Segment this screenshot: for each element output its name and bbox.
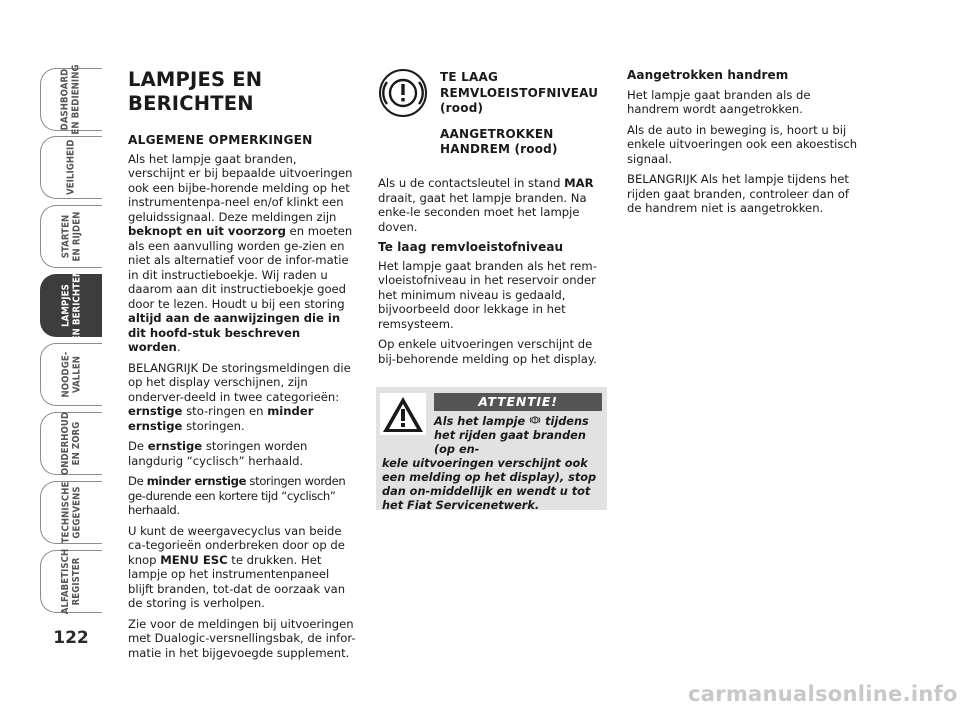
paragraph: De minder ernstige storingen worden ge-durende een kortere tijd “cyclisch” herhaald. [128, 474, 346, 517]
warning-header: ATTENTIE! [434, 393, 602, 411]
warning-box [376, 387, 607, 510]
paragraph: BELANGRIJK De storingsmeldingen die op het display verschijnen, zijn onderver-deeld in twee categorieën: ernstige sto-ringen en minder ernstige storingen. [128, 360, 351, 433]
brake-warning-icon [529, 414, 541, 426]
tab-label: DASHBOARD EN BEDIENING [60, 64, 82, 135]
tab-dashboard[interactable] [40, 64, 102, 135]
subheading: Aangetrokken handrem [627, 68, 789, 82]
column-handbrake [627, 68, 859, 222]
paragraph: Als het lampje gaat branden, verschijnt er bij bepaalde uitvoeringen ook een bijbe-horende melding op het instrumentenpa-neel en/of klinkt een geluidssignaal. Deze meldingen zijn beknopt en uit voorzorg en moeten als een aanvulling worden ge-zien en niet als alternatief voor de infor-matie in dit instructieboekje. Wij raden u daarom aan dit instructieboekje goed door te lezen. Houdt u bij een storing altijd aan de aanwijzingen die in dit hoofd-stuk beschreven worden. [128, 151, 353, 354]
paragraph: U kunt de weergavecyclus van beide ca-tegorieën onderbreken door op de knop MENU ESC te drukken. Het lampje op het instrumentenpaneel blijft branden, tot-dat de oorzaak van de storing is verholpen. [128, 523, 346, 610]
lamp-header [378, 68, 606, 176]
paragraph: BELANGRIJK Als het lampje tijdens het rijden gaat branden, controleer dan of de handrem niet is aangetrokken. [627, 172, 849, 215]
tab-onderhoud[interactable] [40, 412, 102, 475]
column-general [128, 68, 356, 666]
page-title: LAMPJES EN BERICHTEN [128, 68, 263, 115]
warning-text: Als het lampje tijdens het rijden gaat branden (op en- kele uitvoeringen verschijnt ook een melding op het display), stop dan on-middellijk en wendt u tot het Fiat Servicenetwerk. [382, 415, 597, 512]
tab-technische[interactable] [40, 481, 102, 544]
tab-alfabetisch[interactable] [40, 550, 102, 613]
section-heading: ALGEMENE OPMERKINGEN [128, 133, 313, 147]
paragraph: Op enkele uitvoeringen verschijnt de bij-behorende melding op het display. [378, 337, 597, 366]
tab-label: NOODGE- VALLEN [59, 351, 82, 398]
tab-label: ALFABETISCH REGISTER [60, 548, 82, 615]
tab-lampjes[interactable] [40, 269, 102, 342]
tab-label: LAMPJES EN BERICHTEN [60, 269, 82, 342]
tab-label: VEILIGHEID [65, 139, 77, 196]
paragraph: Als de auto in beweging is, hoort u bij enkele uitvoeringen ook een akoestisch signaal. [627, 122, 858, 166]
paragraph: Zie voor de meldingen bij uitvoeringen met Dualogic-versnellingsbak, de infor-matie in het bijgevoegde supplement. [128, 616, 356, 660]
brake-warning-icon [378, 68, 428, 118]
page-number: 122 [53, 628, 89, 648]
paragraph: Het lampje gaat branden als het rem-vloeistofniveau in het reservoir onder het minimum niveau is gedaald, bijvoorbeeld door lekkage in het remsysteem. [378, 258, 597, 331]
lamp-title: TE LAAG REMVLOEISTOFNIVEAU (rood) AANGETROKKEN HANDREM (rood) [440, 70, 599, 156]
tab-starten[interactable] [40, 205, 102, 268]
tab-label: STARTEN EN RIJDEN [60, 211, 82, 262]
paragraph: Als u de contactsleutel in stand MAR draait, gaat het lampje branden. Na enke-le seconden moet het lampje doven. [378, 176, 594, 234]
tab-noodgevallen[interactable] [40, 343, 102, 406]
subheading: Te laag remvloeistofniveau [378, 240, 564, 254]
paragraph: Het lampje gaat branden als de handrem wordt aangetrokken. [627, 87, 811, 116]
column-brake-lamp [378, 68, 606, 372]
tab-label: ONDERHOUD EN ZORG [60, 411, 82, 476]
watermark: carmanualsonline.info [688, 682, 958, 706]
paragraph: De ernstige storingen worden langdurig “cyclisch” herhaald. [128, 439, 308, 468]
tab-veiligheid[interactable] [40, 136, 102, 199]
tab-label: TECHNISCHE GEGEVENS [60, 481, 82, 544]
